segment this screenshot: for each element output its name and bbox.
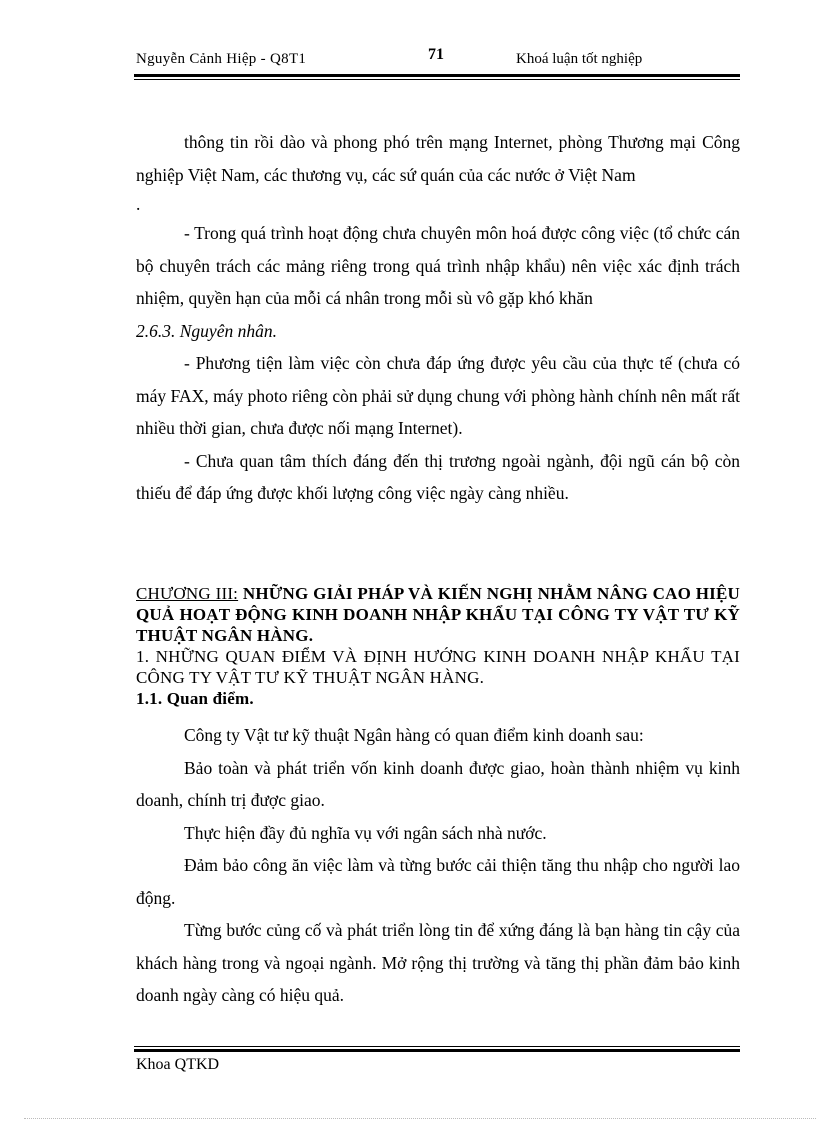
footer-rule-thin xyxy=(134,1046,740,1047)
page-edge-divider xyxy=(24,1118,816,1119)
paragraph: thông tin rồi dào và phong phó trên mạng Internet, phòng Thương mại Công nghiệp Việt Nam, các thương vụ, các sứ quán của các nước ở Việt Nam xyxy=(136,132,740,185)
paragraph: - Chưa quan tâm thích đáng đến thị trương ngoài ngành, đội ngũ cán bộ còn thiếu để đáp ứng được khối lượng công việc ngày càng nhiều. xyxy=(136,450,740,503)
paragraph: - Trong quá trình hoạt động chưa chuyên môn hoá được công việc (tổ chức cán bộ chuyên trách các mảng riêng trong quá trình nhập khẩu) nên việc xác định trách nhiệm, quyền hạn của mỗi cá nhân trong mỗi sù vô gặp khó khăn xyxy=(136,223,740,308)
chapter-lead: CHƯƠNG III: xyxy=(136,584,239,603)
footer-rule-thick xyxy=(134,1049,740,1052)
header-rule-thick xyxy=(134,74,740,77)
paragraph: Đảm bảo công ăn việc làm và từng bước cải thiện tăng thu nhập cho người lao động. xyxy=(136,855,740,908)
paragraph: Bảo toàn và phát triển vốn kinh doanh được giao, hoàn thành nhiệm vụ kinh doanh, chính trị được giao. xyxy=(136,757,740,810)
header-doc-type: Khoá luận tốt nghiệp xyxy=(516,51,643,67)
subsection-title: 1.1. Quan điểm. xyxy=(136,689,254,708)
paragraph: . xyxy=(136,194,141,214)
body-text xyxy=(136,126,740,510)
paragraph: - Phương tiện làm việc còn chưa đáp ứng được yêu cầu của thực tế (chưa có máy FAX, máy photo riêng còn phải sử dụng chung với phòng hành chính nên mất rất nhiều thời gian, chưa được nối mạng Internet). xyxy=(136,353,740,438)
section-title: 1. NHỮNG QUAN ĐIỂM VÀ ĐỊNH HƯỚNG KINH DOANH NHẬP KHẨU TẠI CÔNG TY VẬT TƯ KỸ THUẬT NGÂN HÀNG. xyxy=(136,647,740,687)
body-text-2 xyxy=(136,719,740,1012)
footer-department: Khoa QTKD xyxy=(136,1056,220,1073)
paragraph: Thực hiện đầy đủ nghĩa vụ với ngân sách nhà nước. xyxy=(184,822,547,843)
paragraph: Công ty Vật tư kỹ thuật Ngân hàng có quan điểm kinh doanh sau: xyxy=(184,725,644,745)
paragraph: Từng bước củng cố và phát triển lòng tin để xứng đáng là bạn hàng tin cậy của khách hàng trong và ngoại ngành. Mở rộng thị trường và tăng thị phần đảm bảo kinh doanh ngày càng có hiệu quả. xyxy=(136,920,740,1005)
header-author: Nguyễn Cảnh Hiệp - Q8T1 xyxy=(136,51,307,67)
section-heading: 2.6.3. Nguyên nhân. xyxy=(136,320,277,341)
page-header xyxy=(136,46,742,70)
page-number: 71 xyxy=(428,46,444,63)
chapter-title-text: NHỮNG GIẢI PHÁP VÀ KIẾN NGHỊ NHẰM NÂNG CAO HIỆU QUẢ HOẠT ĐỘNG KINH DOANH NHẬP KHẨU TẠI CÔNG TY VẬT TƯ KỸ THUẬT NGÂN HÀNG. xyxy=(136,584,741,645)
chapter-title xyxy=(136,583,740,646)
chapter-heading xyxy=(136,583,740,709)
header-rule-thin xyxy=(134,79,740,80)
